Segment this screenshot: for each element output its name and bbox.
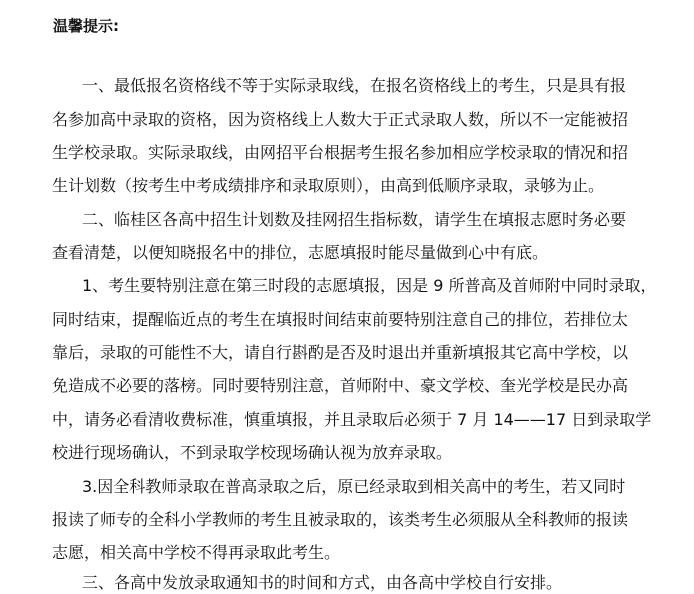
paragraph-3-line-3: 靠后，录取的可能性不大，请自行斟酌是否及时退出并重新填报其它高中学校，以 — [52, 343, 629, 362]
paragraph-3-line-1: 1、考生要特别注意在第三时段的志愿填报，因是 9 所普高及首师附中同时录取， — [82, 276, 657, 295]
paragraph-3-line-2: 同时结束，提醒临近点的考生在填报时间结束前要特别注意自己的排位，若排位太 — [52, 310, 629, 329]
paragraph-5-line-1: 三、各高中发放录取通知书的时间和方式，由各高中学校自行安排。 — [82, 573, 563, 592]
notice-title: 温馨提示: — [53, 17, 119, 35]
paragraph-2-line-2: 查看清楚，以便知晓报名中的排位，志愿填报时能尽量做到心中有底。 — [52, 243, 549, 262]
paragraph-2-line-1: 二、临桂区各高中招生计划数及挂网招生指标数，请学生在填报志愿时务必要 — [82, 210, 627, 229]
paragraph-1-line-1: 一、最低报名资格线不等于实际录取线，在报名资格线上的考生，只是具有报 — [82, 76, 627, 95]
paragraph-3-line-6: 校进行现场确认，不到录取学校现场确认视为放弃录取。 — [52, 443, 453, 462]
paragraph-4-line-3: 志愿，相关高中学校不得再录取此考生。 — [52, 543, 341, 562]
paragraph-4-line-2: 报读了师专的全科小学教师的考生且被录取的，该类考生必须服从全科教师的报读 — [52, 510, 629, 529]
paragraph-3-line-4: 免造成不必要的落榜。同时要特别注意，首师附中、豪文学校、奎光学校是民办高 — [52, 376, 629, 395]
paragraph-1-line-2: 名参加高中录取的资格，因为资格线上人数大于正式录取人数，所以不一定能被招 — [52, 110, 629, 129]
paragraph-1-line-3: 生学校录取。实际录取线，由网招平台根据考生报名参加相应学校录取的情况和招 — [52, 143, 629, 162]
paragraph-4-line-1: 3.因全科教师录取在普高录取之后，原已经录取到相关高中的考生，若又同时 — [82, 477, 626, 496]
paragraph-3-line-5: 中，请务必看清收费标准，慎重填报，并且录取后必须于 7 月 14——17 日到录取学 — [52, 410, 652, 429]
paragraph-1-line-4: 生计划数（按考生中考成绩排序和录取原则），由高到低顺序录取，录够为止。 — [52, 176, 605, 195]
